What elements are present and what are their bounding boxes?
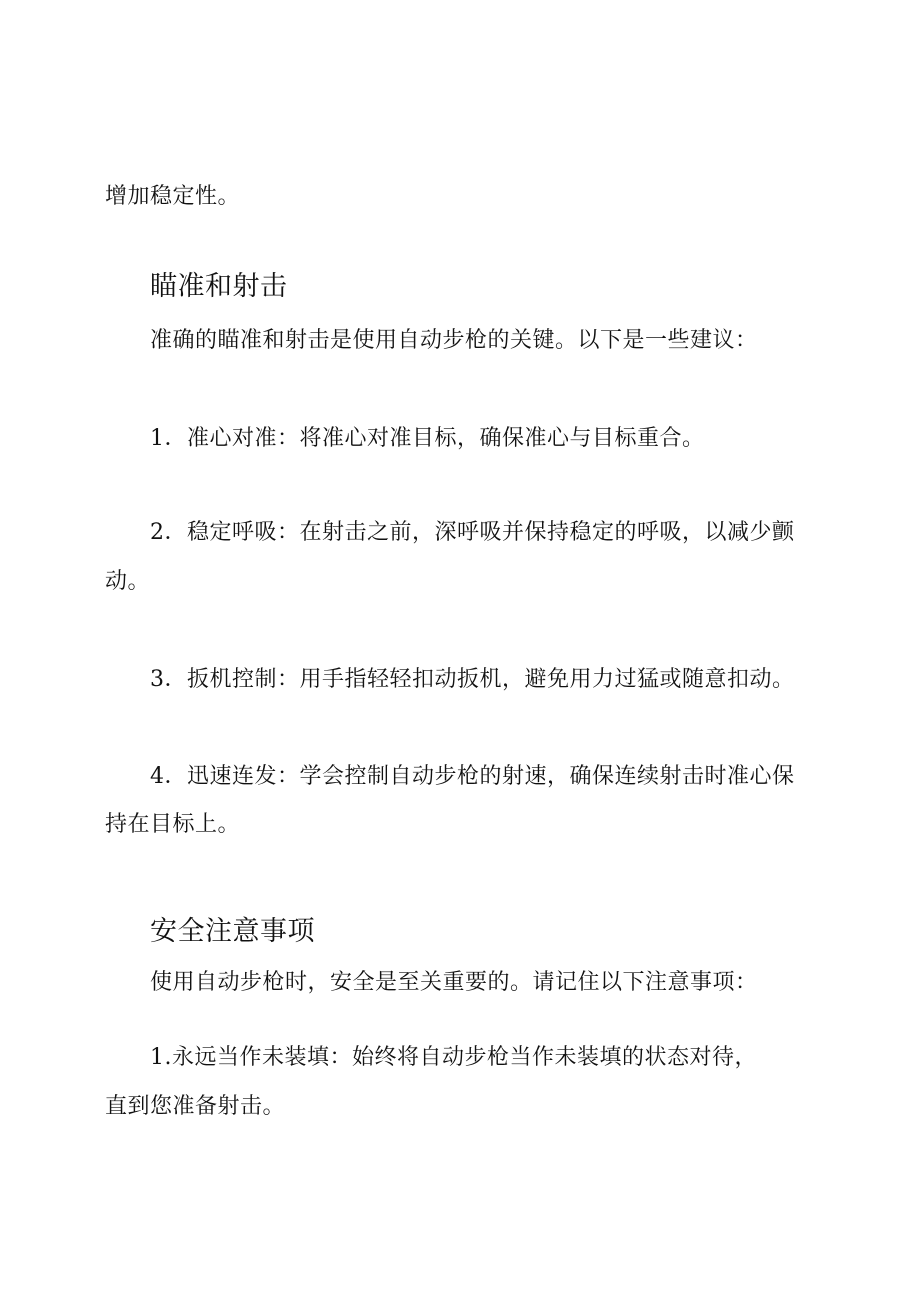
section-intro-aim: 准确的瞄准和射击是使用自动步枪的关键。以下是一些建议： <box>150 328 758 353</box>
section-intro-safety: 使用自动步枪时，安全是至关重要的。请记住以下注意事项： <box>150 970 758 995</box>
list-item-aim-4-cont: 持在目标上。 <box>105 812 241 837</box>
list-item-aim-1: 1．准心对准：将准心对准目标，确保准心与目标重合。 <box>150 426 705 451</box>
continuation-text: 增加稳定性。 <box>105 184 241 209</box>
list-item-aim-2-cont: 动。 <box>105 569 151 594</box>
list-item-aim-4: 4．迅速连发：学会控制自动步枪的射速，确保连续射击时准心保 <box>150 764 795 789</box>
list-item-aim-3: 3．扳机控制：用手指轻轻扣动扳机，避免用力过猛或随意扣动。 <box>150 667 795 692</box>
list-item-aim-2: 2．稳定呼吸：在射击之前，深呼吸并保持稳定的呼吸，以减少颤 <box>150 520 795 545</box>
list-item-safety-1: 1.永远当作未装填：始终将自动步枪当作未装填的状态对待， <box>150 1045 757 1070</box>
list-item-safety-1-cont: 直到您准备射击。 <box>105 1094 286 1119</box>
section-heading-safety: 安全注意事项 <box>150 916 315 947</box>
section-heading-aim: 瞄准和射击 <box>150 271 288 302</box>
